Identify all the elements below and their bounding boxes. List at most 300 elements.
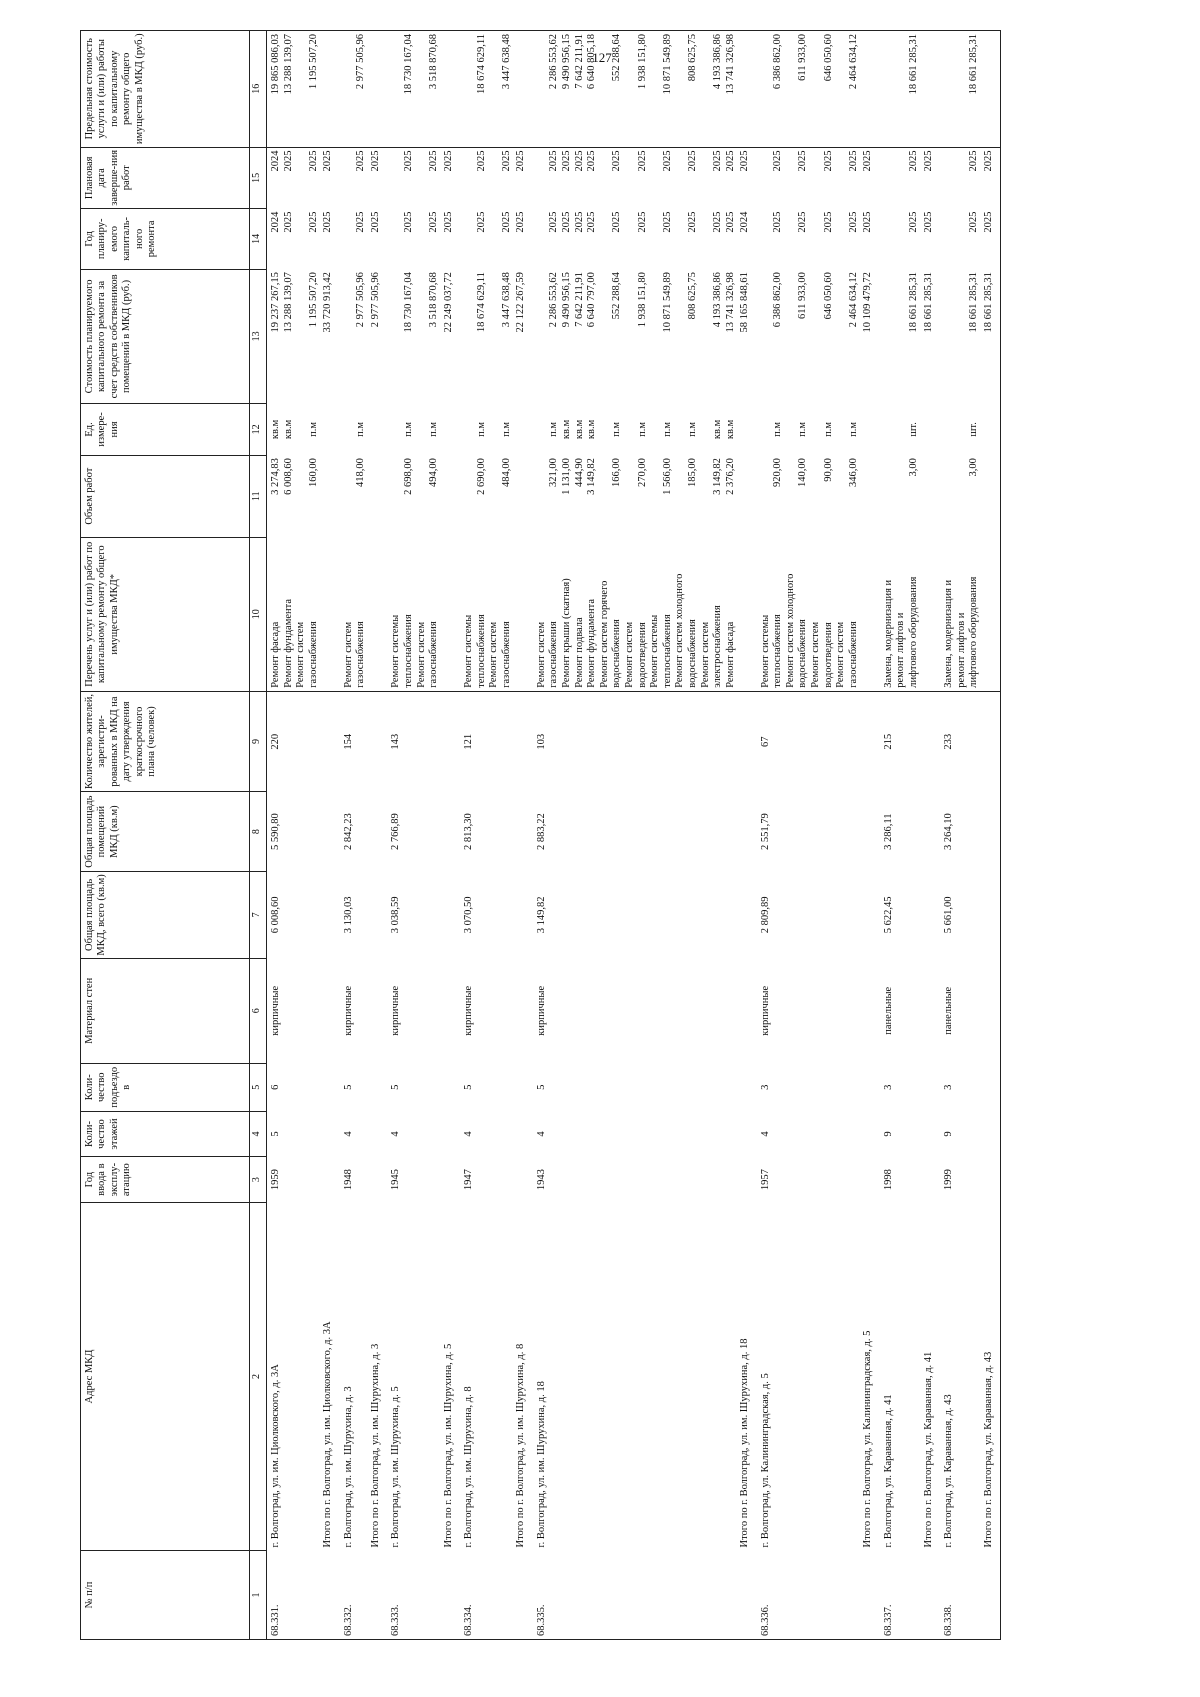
column-number: 13 bbox=[250, 269, 267, 404]
work-volume bbox=[599, 458, 612, 534]
work-date: 2025 bbox=[847, 150, 859, 172]
work-cost bbox=[390, 272, 403, 401]
total-empty bbox=[981, 31, 1001, 148]
work-unit: шт. bbox=[968, 422, 980, 437]
address-cell: г. Волгоград, ул. им. Шурухина, д. 8 bbox=[463, 1386, 475, 1548]
work-year: 2025 bbox=[548, 211, 560, 233]
work-unit bbox=[835, 407, 848, 452]
work-limit: 13 741 326,98 bbox=[724, 34, 736, 95]
work-volume bbox=[835, 458, 848, 534]
work-date: 2025 bbox=[428, 150, 440, 172]
total-year: 2025 bbox=[981, 209, 1001, 269]
work-unit: шт. bbox=[908, 422, 919, 437]
work-unit: кв.м bbox=[712, 419, 724, 440]
work-year bbox=[835, 212, 848, 266]
total-empty bbox=[981, 455, 1001, 537]
work-unit bbox=[343, 407, 356, 452]
work-date bbox=[810, 151, 823, 206]
work-volume: 1 566,00 bbox=[661, 458, 673, 495]
work-cost: 646 050,60 bbox=[822, 272, 834, 320]
total-year: 2025 bbox=[922, 211, 934, 233]
total-empty bbox=[921, 1551, 940, 1640]
volume-list bbox=[460, 455, 513, 537]
column-number: 15 bbox=[250, 147, 267, 209]
wall-material: кирпичные bbox=[535, 985, 547, 1036]
work-unit bbox=[416, 407, 429, 452]
work-unit bbox=[599, 407, 612, 452]
work-limit: 18 730 167,04 bbox=[402, 34, 414, 95]
limit-cost-list bbox=[533, 31, 738, 148]
cost-list bbox=[940, 269, 981, 404]
wall-material: кирпичные bbox=[390, 985, 402, 1036]
work-cost: 2 464 634,12 bbox=[847, 272, 859, 328]
total-row bbox=[441, 31, 460, 1640]
work-volume: 185,00 bbox=[686, 458, 698, 487]
total-empty bbox=[737, 404, 756, 455]
work-cost bbox=[785, 272, 798, 401]
total-empty bbox=[737, 537, 756, 691]
work-limit: 1 195 507,20 bbox=[307, 34, 319, 90]
work-cost: 1 195 507,20 bbox=[307, 272, 319, 328]
work-year bbox=[700, 212, 713, 266]
work-year bbox=[416, 212, 429, 266]
work-year: 2025 bbox=[428, 211, 440, 233]
work-name: Ремонт систем bbox=[488, 621, 500, 688]
premises-area: 2 883,22 bbox=[535, 813, 547, 850]
floors-count: 4 bbox=[463, 1131, 475, 1137]
work-volume: 90,00 bbox=[822, 458, 834, 482]
work-limit bbox=[956, 34, 969, 144]
works-list bbox=[533, 537, 738, 691]
work-date: 2025 bbox=[561, 150, 572, 172]
residents-count: 121 bbox=[463, 733, 475, 750]
year-built: 1947 bbox=[463, 1169, 475, 1191]
work-volume: 2 376,20 bbox=[724, 458, 736, 495]
work-date: 2025 bbox=[797, 150, 809, 172]
work-unit: кв.м bbox=[724, 419, 736, 440]
work-date bbox=[488, 151, 501, 206]
table-row bbox=[340, 31, 368, 1640]
work-date bbox=[463, 151, 476, 206]
work-name: Замена, модернизация и bbox=[882, 579, 894, 688]
entrances-count: 3 bbox=[942, 1084, 954, 1090]
unit-list bbox=[940, 404, 981, 455]
total-empty bbox=[441, 455, 460, 537]
work-cost: 10 871 549,89 bbox=[661, 272, 673, 333]
work-date: 2025 bbox=[586, 150, 598, 172]
works-list bbox=[340, 537, 368, 691]
limit-cost-list bbox=[340, 31, 368, 148]
work-name: Ремонт системы bbox=[649, 614, 661, 688]
repair-year-list bbox=[940, 209, 981, 269]
total-cost: 2 977 505,96 bbox=[369, 272, 381, 328]
entrances-count: 5 bbox=[463, 1084, 475, 1090]
work-name: газоснабжения bbox=[355, 621, 367, 688]
total-cost: 22 122 267,59 bbox=[515, 272, 527, 333]
total-date: 2025 bbox=[862, 150, 874, 172]
work-cost bbox=[674, 272, 687, 401]
limit-cost-list bbox=[880, 31, 921, 148]
column-header: Материал стен bbox=[81, 958, 250, 1063]
row-number: 68.331. bbox=[267, 1551, 321, 1640]
unit-list bbox=[533, 404, 738, 455]
work-date bbox=[624, 151, 637, 206]
work-name: Ремонт систем горячего bbox=[598, 580, 610, 688]
work-volume bbox=[624, 458, 637, 534]
work-unit: п.м bbox=[428, 421, 440, 437]
floors-count: 9 bbox=[882, 1131, 894, 1137]
total-cost: 10 109 479,72 bbox=[862, 272, 874, 333]
work-volume bbox=[463, 458, 476, 534]
unit-list bbox=[880, 404, 921, 455]
work-volume bbox=[883, 458, 896, 534]
total-empty bbox=[860, 404, 879, 455]
work-cost: 7 642 211,91 bbox=[573, 272, 585, 327]
work-limit bbox=[649, 34, 662, 144]
year-built: 1943 bbox=[535, 1169, 547, 1191]
work-cost: 611 933,00 bbox=[797, 272, 809, 319]
work-year: 2025 bbox=[282, 211, 294, 233]
work-date: 2025 bbox=[355, 150, 367, 172]
work-cost: 9 490 956,15 bbox=[561, 272, 572, 328]
work-limit bbox=[674, 34, 687, 144]
work-cost bbox=[956, 272, 969, 401]
column-header: Стоимость планируемого капитального ремонта за счет средств собственников помещений в МКД (руб.) bbox=[81, 269, 250, 404]
total-empty bbox=[921, 537, 940, 691]
work-year bbox=[536, 212, 549, 266]
work-name: Ремонт систем bbox=[699, 621, 711, 688]
column-number: 11 bbox=[250, 455, 267, 537]
column-header: Плановая дата заверше-ния работ bbox=[81, 147, 250, 209]
work-volume: 444,90 bbox=[573, 458, 585, 487]
work-cost bbox=[416, 272, 429, 401]
work-year bbox=[649, 212, 662, 266]
work-unit bbox=[883, 407, 896, 452]
work-year: 2025 bbox=[636, 211, 648, 233]
column-header: Количество жителей, зарегистри-рованных в МКД на дату утверждения краткосрочного плана (человек) bbox=[81, 691, 250, 791]
work-date: 2025 bbox=[661, 150, 673, 172]
work-year bbox=[943, 212, 956, 266]
cost-list bbox=[387, 269, 440, 404]
limit-cost-list bbox=[267, 31, 321, 148]
work-unit bbox=[810, 407, 823, 452]
work-name: Ремонт систем bbox=[342, 621, 354, 688]
work-volume bbox=[700, 458, 713, 534]
work-unit: кв.м bbox=[561, 419, 572, 440]
residents-count: 67 bbox=[759, 736, 771, 747]
column-number: 4 bbox=[250, 1111, 267, 1157]
work-limit: 19 865 086,03 bbox=[270, 34, 281, 95]
work-date bbox=[416, 151, 429, 206]
total-empty bbox=[921, 404, 940, 455]
total-row bbox=[320, 31, 339, 1640]
total-row bbox=[368, 31, 387, 1640]
work-year bbox=[956, 212, 969, 266]
work-date: 2025 bbox=[908, 150, 919, 172]
work-cost: 808 625,75 bbox=[686, 272, 698, 320]
work-volume: 494,00 bbox=[428, 458, 440, 487]
residents-count: 154 bbox=[342, 733, 354, 750]
column-header: Коли-чество подъездо в bbox=[81, 1063, 250, 1111]
premises-area: 2 766,89 bbox=[390, 813, 402, 850]
work-year: 2024 bbox=[270, 211, 281, 233]
work-unit: п.м bbox=[822, 421, 834, 437]
work-limit bbox=[835, 34, 848, 144]
address-cell: г. Волгоград, ул. им. Шурухина, д. 5 bbox=[390, 1386, 402, 1548]
total-empty bbox=[921, 31, 940, 148]
year-built: 1945 bbox=[390, 1169, 402, 1191]
total-empty bbox=[921, 455, 940, 537]
work-limit: 646 050,60 bbox=[822, 34, 834, 82]
work-volume: 3 149,82 bbox=[586, 458, 598, 495]
total-empty bbox=[513, 1551, 532, 1640]
address-cell: г. Волгоград, ул. Калининградская, д. 5 bbox=[759, 1373, 771, 1548]
work-cost bbox=[624, 272, 637, 401]
cost-list bbox=[533, 269, 738, 404]
total-label: Итого по г. Волгоград, ул. им. Шурухина, д. 5 bbox=[442, 1343, 454, 1548]
work-volume: 140,00 bbox=[797, 458, 809, 487]
work-name: газоснабжения bbox=[500, 621, 512, 688]
unit-list bbox=[460, 404, 513, 455]
work-limit bbox=[624, 34, 637, 144]
volume-list bbox=[940, 455, 981, 537]
work-cost: 13 741 326,98 bbox=[724, 272, 736, 333]
work-name: газоснабжения bbox=[428, 621, 440, 688]
work-date: 2025 bbox=[686, 150, 698, 172]
total-empty bbox=[320, 31, 339, 148]
work-date: 2025 bbox=[402, 150, 414, 172]
table-header-row bbox=[81, 31, 250, 1640]
column-number-row bbox=[250, 31, 267, 1640]
total-area: 3 038,59 bbox=[390, 896, 402, 934]
work-volume bbox=[295, 458, 308, 534]
column-number: 5 bbox=[250, 1063, 267, 1111]
work-year bbox=[810, 212, 823, 266]
work-cost: 6 640 797,00 bbox=[586, 272, 598, 328]
work-year bbox=[895, 212, 908, 266]
column-header: Ед. измере-ния bbox=[81, 404, 250, 455]
total-empty bbox=[981, 537, 1001, 691]
total-row bbox=[921, 31, 940, 1640]
total-label: Итого по г. Волгоград, ул. им. Шурухина, д. 18 bbox=[739, 1338, 751, 1548]
cost-list bbox=[267, 269, 321, 404]
rotated-table-wrapper bbox=[80, 30, 1070, 1640]
work-name: Ремонт систем холодного bbox=[784, 573, 796, 688]
work-unit: п.м bbox=[402, 421, 414, 437]
work-limit: 4 193 386,86 bbox=[712, 34, 724, 90]
limit-cost-list bbox=[940, 31, 981, 148]
work-volume: 160,00 bbox=[307, 458, 319, 487]
work-cost: 1 938 151,80 bbox=[636, 272, 648, 328]
work-volume bbox=[943, 458, 956, 534]
work-volume: 6 008,60 bbox=[282, 458, 294, 495]
column-number: 6 bbox=[250, 958, 267, 1063]
row-number: 68.332. bbox=[340, 1551, 368, 1640]
floors-count: 4 bbox=[390, 1131, 402, 1137]
work-date bbox=[895, 151, 908, 206]
work-date bbox=[956, 151, 969, 206]
work-year bbox=[390, 212, 403, 266]
year-built: 1948 bbox=[342, 1169, 354, 1191]
work-name: газоснабжения bbox=[847, 621, 859, 688]
repair-year-list bbox=[460, 209, 513, 269]
work-volume: 2 698,00 bbox=[402, 458, 414, 495]
premises-area: 2 842,23 bbox=[342, 813, 354, 850]
column-header: Коли-чество этажей bbox=[81, 1111, 250, 1157]
total-empty bbox=[513, 455, 532, 537]
floors-count: 4 bbox=[759, 1131, 771, 1137]
work-name: водоотведения bbox=[822, 622, 834, 688]
premises-area: 3 264,10 bbox=[942, 813, 954, 850]
premises-area: 5 590,80 bbox=[270, 813, 281, 850]
column-header: Объем работ bbox=[81, 455, 250, 537]
work-volume bbox=[649, 458, 662, 534]
page-number: 127 bbox=[592, 50, 612, 65]
column-header: Адрес МКД bbox=[81, 1202, 250, 1550]
wall-material: кирпичные bbox=[342, 985, 354, 1036]
entrances-count: 5 bbox=[342, 1084, 354, 1090]
work-volume: 3 149,82 bbox=[712, 458, 724, 495]
work-limit: 552 288,64 bbox=[611, 34, 623, 82]
total-label: Итого по г. Волгоград, ул. Караванная, д. 43 bbox=[981, 691, 1001, 1550]
work-cost bbox=[943, 272, 956, 401]
work-name: теплоснабжения bbox=[402, 614, 414, 688]
volume-list bbox=[533, 455, 738, 537]
work-year: 2025 bbox=[611, 211, 623, 233]
column-header: Предельная стоимость услуги и (или) работы по капитальному ремонту общего имущества в МКД (руб.) bbox=[81, 31, 250, 148]
year-built: 1998 bbox=[882, 1169, 894, 1191]
work-unit: п.м bbox=[500, 421, 512, 437]
total-empty bbox=[737, 455, 756, 537]
floors-count: 4 bbox=[535, 1131, 547, 1137]
work-limit bbox=[895, 34, 908, 144]
total-empty bbox=[441, 537, 460, 691]
work-date: 2025 bbox=[548, 150, 560, 172]
work-cost: 6 386 862,00 bbox=[772, 272, 784, 328]
volume-list bbox=[267, 455, 321, 537]
work-cost bbox=[295, 272, 308, 401]
work-cost: 13 288 139,07 bbox=[282, 272, 294, 333]
premises-area: 3 286,11 bbox=[882, 813, 894, 850]
address-cell: г. Волгоград, ул. Караванная, д. 41 bbox=[882, 1394, 894, 1548]
work-volume: 166,00 bbox=[611, 458, 623, 487]
work-volume bbox=[416, 458, 429, 534]
year-built: 1957 bbox=[759, 1169, 771, 1191]
wall-material: кирпичные bbox=[270, 985, 281, 1036]
work-year: 2025 bbox=[355, 211, 367, 233]
works-list bbox=[880, 537, 921, 691]
address-cell: г. Волгоград, ул. им. Шурухина, д. 18 bbox=[535, 1381, 547, 1548]
work-name: Ремонт фасада bbox=[270, 621, 281, 688]
work-volume bbox=[488, 458, 501, 534]
address-cell: г. Волгоград, ул. Караванная, д. 43 bbox=[942, 1394, 954, 1548]
entrances-count: 3 bbox=[759, 1084, 771, 1090]
residents-count: 103 bbox=[535, 733, 547, 750]
work-cost bbox=[895, 272, 908, 401]
work-cost bbox=[599, 272, 612, 401]
entrances-count: 6 bbox=[270, 1084, 281, 1090]
work-year: 2025 bbox=[307, 211, 319, 233]
work-date bbox=[700, 151, 713, 206]
volume-list bbox=[880, 455, 921, 537]
work-volume: 346,00 bbox=[847, 458, 859, 487]
work-limit: 18 674 629,11 bbox=[475, 34, 487, 94]
limit-cost-list bbox=[757, 31, 861, 148]
total-empty bbox=[981, 404, 1001, 455]
limit-cost-list bbox=[387, 31, 440, 148]
total-row bbox=[513, 31, 532, 1640]
work-volume bbox=[343, 458, 356, 534]
work-volume: 3,00 bbox=[908, 458, 919, 477]
work-name: Ремонт систем bbox=[415, 621, 427, 688]
total-empty bbox=[320, 404, 339, 455]
completion-date-list bbox=[387, 147, 440, 209]
row-number: 68.334. bbox=[460, 1551, 513, 1640]
work-name: водоснабжения bbox=[686, 619, 698, 688]
work-date: 2025 bbox=[307, 150, 319, 172]
work-unit: п.м bbox=[797, 421, 809, 437]
total-empty bbox=[981, 1551, 1001, 1640]
work-volume: 418,00 bbox=[355, 458, 367, 487]
completion-date-list bbox=[267, 147, 321, 209]
work-date: 2025 bbox=[282, 150, 294, 172]
cost-list bbox=[460, 269, 513, 404]
work-limit: 3 447 638,48 bbox=[500, 34, 512, 90]
work-unit: п.м bbox=[686, 421, 698, 437]
work-cost: 18 661 285,31 bbox=[908, 272, 919, 333]
total-year: 2025 bbox=[442, 211, 454, 233]
work-cost bbox=[488, 272, 501, 401]
work-cost bbox=[649, 272, 662, 401]
work-name: Ремонт систем bbox=[535, 621, 547, 688]
total-empty bbox=[860, 1551, 879, 1640]
work-year: 2025 bbox=[475, 211, 487, 233]
unit-list bbox=[267, 404, 321, 455]
work-volume: 3 274,83 bbox=[270, 458, 281, 495]
work-unit bbox=[649, 407, 662, 452]
completion-date-list bbox=[460, 147, 513, 209]
table-row bbox=[267, 31, 321, 1640]
work-volume bbox=[536, 458, 549, 534]
total-area: 5 661,00 bbox=[942, 896, 954, 934]
work-unit: п.м bbox=[661, 421, 673, 437]
work-year bbox=[488, 212, 501, 266]
work-unit: п.м bbox=[772, 421, 784, 437]
work-date bbox=[785, 151, 798, 206]
work-name: водоснабжения bbox=[611, 619, 623, 688]
total-cost: 18 661 285,31 bbox=[981, 269, 1001, 404]
total-date: 2025 bbox=[515, 150, 527, 172]
work-cost bbox=[760, 272, 773, 401]
column-number: 3 bbox=[250, 1157, 267, 1203]
work-limit bbox=[883, 34, 896, 144]
work-unit: кв.м bbox=[573, 419, 585, 440]
unit-list bbox=[387, 404, 440, 455]
work-volume bbox=[810, 458, 823, 534]
total-area: 3 130,03 bbox=[342, 896, 354, 934]
total-cost: 18 661 285,31 bbox=[922, 272, 934, 333]
work-year bbox=[295, 212, 308, 266]
residents-count: 233 bbox=[942, 733, 954, 750]
total-date: 2025 bbox=[442, 150, 454, 172]
work-cost: 4 193 386,86 bbox=[712, 272, 724, 328]
total-cost: 22 249 037,72 bbox=[442, 272, 454, 333]
work-year: 2025 bbox=[402, 211, 414, 233]
entrances-count: 5 bbox=[390, 1084, 402, 1090]
table-row bbox=[387, 31, 440, 1640]
work-cost: 18 730 167,04 bbox=[402, 272, 414, 333]
work-unit: п.м bbox=[355, 421, 367, 437]
